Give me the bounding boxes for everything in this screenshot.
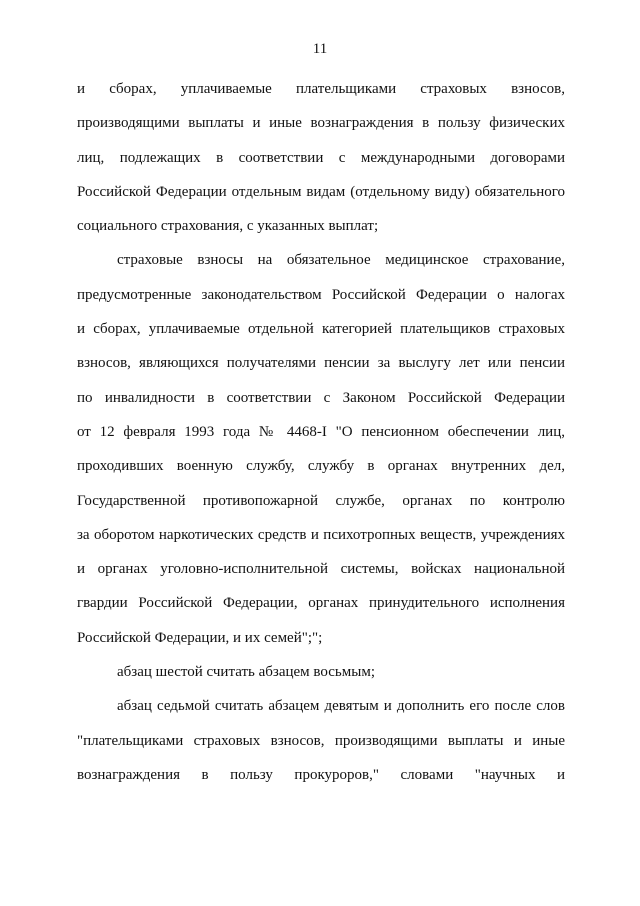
text-line: Российской Федерации, и их семей";"; <box>77 629 323 646</box>
text-line: производящими выплаты и иные вознаграждения в пользу физических <box>77 115 565 132</box>
text-line: предусмотренные законодательством Российской Федерации о налогах <box>77 286 565 303</box>
text-line: и сборах, уплачиваемые отдельной категорией плательщиков страховых <box>77 321 565 338</box>
text-line: страховые взносы на обязательное медицинское страхование, <box>117 252 565 269</box>
text-line: Государственной противопожарной службе, органах по контролю <box>77 492 565 509</box>
text-line: Российской Федерации отдельным видам (отдельному виду) обязательного <box>77 183 565 200</box>
text-line: проходивших военную службу, службу в органах внутренних дел, <box>77 458 565 475</box>
text-line: социального страхования, с указанных выплат; <box>77 218 379 235</box>
document-body <box>77 72 565 792</box>
text-line: от 12 февраля 1993 года № 4468-I "О пенсионном обеспечении лиц, <box>77 423 565 440</box>
text-line: за оборотом наркотических средств и психотропных веществ, учреждениях <box>77 526 565 543</box>
text-line: и органах уголовно-исполнительной системы, войсках национальной <box>77 561 565 578</box>
page-number: 11 <box>312 41 328 57</box>
text-line: абзац седьмой считать абзацем девятым и дополнить его после слов <box>117 698 565 715</box>
text-line: абзац шестой считать абзацем восьмым; <box>117 664 375 681</box>
text-line: взносов, являющихся получателями пенсии за выслугу лет или пенсии <box>77 355 565 372</box>
text-line: гвардии Российской Федерации, органах принудительного исполнения <box>77 595 565 612</box>
text-line: вознаграждения в пользу прокуроров," словами "научных и <box>77 766 565 783</box>
text-line: лиц, подлежащих в соответствии с международными договорами <box>77 149 565 166</box>
text-line: по инвалидности в соответствии с Законом Российской Федерации <box>77 389 565 406</box>
text-line: и сборах, уплачиваемые плательщиками страховых взносов, <box>77 81 565 97</box>
text-line: "плательщиками страховых взносов, производящими выплаты и иные <box>77 732 565 749</box>
